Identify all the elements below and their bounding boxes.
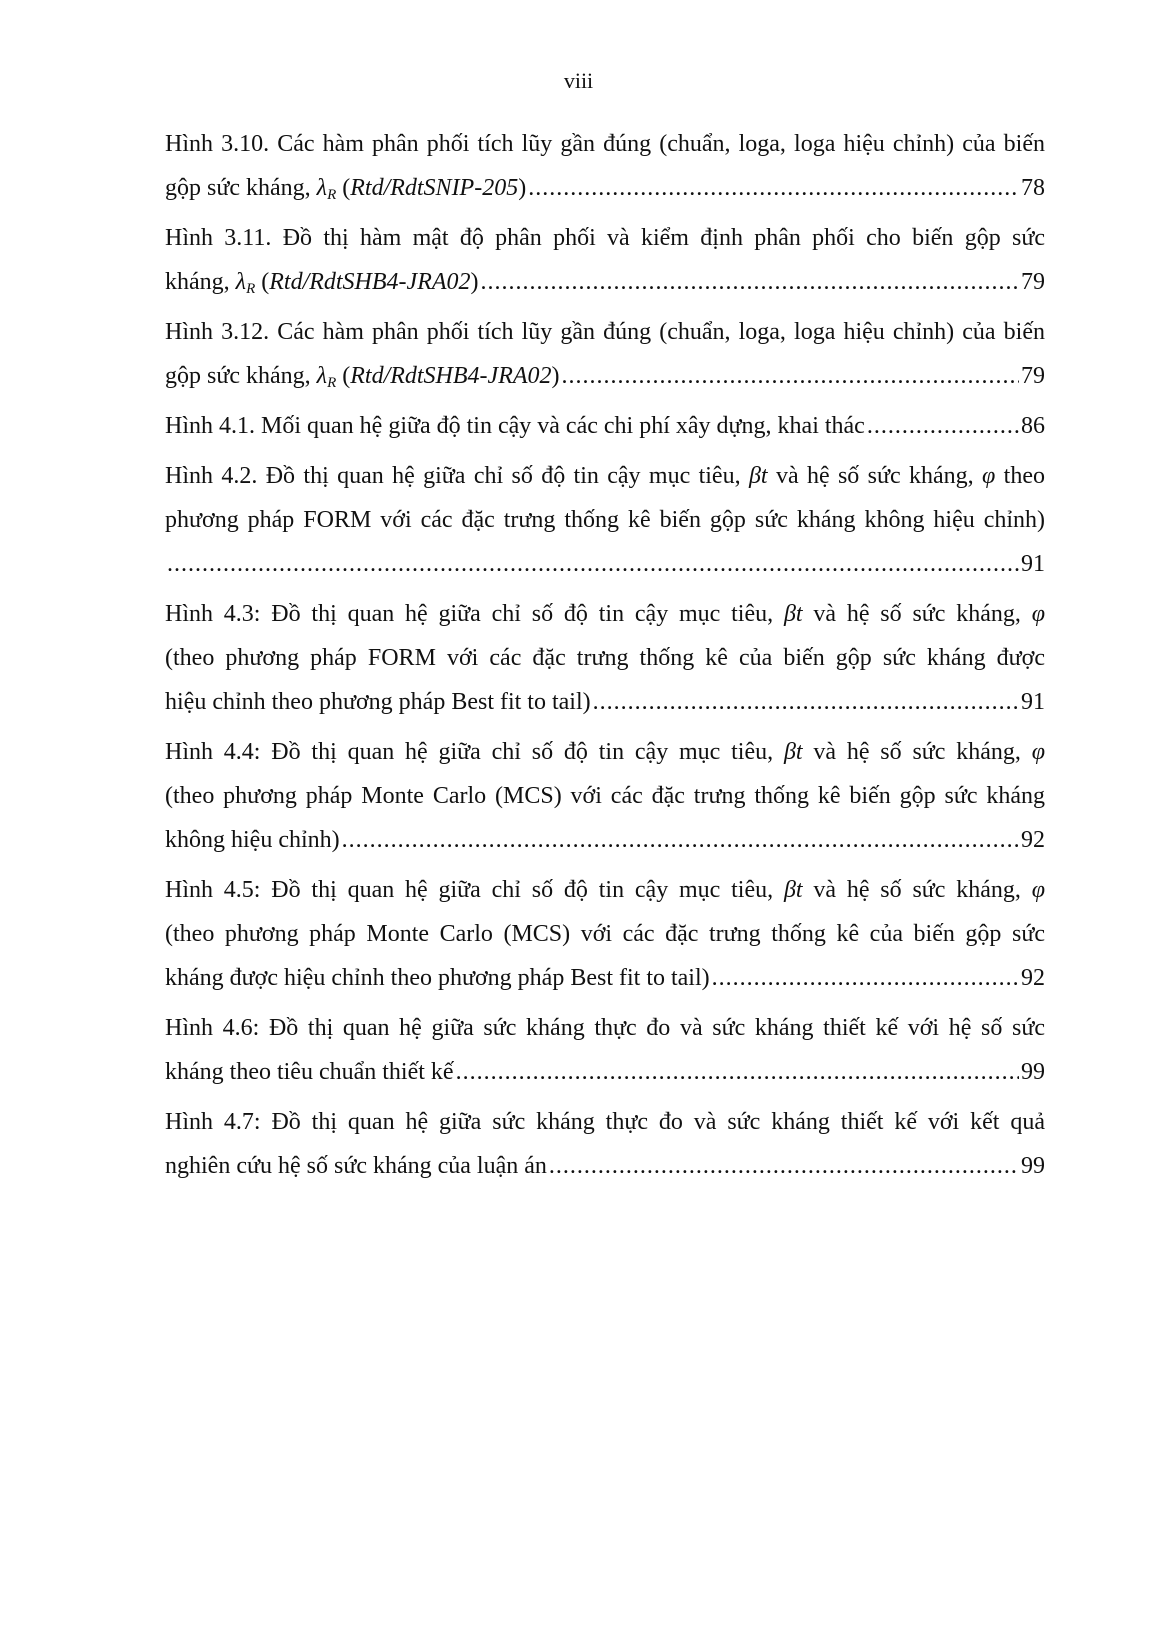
symbol-subscript: R	[327, 375, 337, 391]
page-ref: 92	[1021, 965, 1045, 991]
entry-text: (theo phương pháp Monte Carlo (MCS) với các đặc trưng thống kê biến gộp sức kháng	[165, 783, 1045, 809]
entry-text-part: gộp sức kháng,	[165, 363, 317, 389]
lambda-symbol	[317, 175, 337, 201]
page-ref: 99	[1021, 1059, 1045, 1085]
symbol-subscript: R	[327, 187, 337, 203]
entry-last-line	[165, 354, 1045, 398]
list-item	[165, 592, 1045, 724]
entry-text: Hình 3.11. Đồ thị hàm mật độ phân phối và kiểm định phân phối cho biến gộp sức	[165, 225, 1045, 251]
entry-text-part: Hình 4.5: Đồ thị quan hệ giữa chỉ số độ tin cậy mục tiêu,	[165, 877, 784, 903]
entry-text	[165, 166, 526, 210]
page-ref: 86	[1021, 413, 1045, 439]
entry-text	[165, 354, 560, 398]
entry-text-part: )	[470, 269, 479, 295]
entry-text: hiệu chỉnh theo phương pháp Best fit to tail)	[165, 689, 591, 715]
entry-text: Hình 4.1. Mối quan hệ giữa độ tin cậy và các chi phí xây dựng, khai thác	[165, 413, 865, 439]
phi-symbol: φ	[1031, 601, 1045, 627]
page-ref: 91	[1021, 689, 1045, 715]
entry-last-line	[165, 680, 1045, 724]
entry-last-line	[165, 818, 1045, 862]
beta-symbol: βt	[783, 601, 803, 627]
dot-leader	[481, 260, 1019, 304]
beta-symbol: βt	[748, 463, 768, 489]
beta-symbol: βt	[783, 877, 803, 903]
list-item	[165, 310, 1045, 398]
entry-last-line	[165, 542, 1045, 586]
entry-text: kháng được hiệu chỉnh theo phương pháp Best fit to tail)	[165, 965, 710, 991]
symbol-char: λ	[316, 175, 328, 201]
page-number: viii	[563, 68, 594, 93]
symbol-subscript: R	[246, 281, 256, 297]
entry-text-part: gộp sức kháng,	[165, 175, 317, 201]
list-item	[165, 404, 1045, 448]
dot-leader	[528, 166, 1019, 210]
beta-symbol: βt	[783, 739, 803, 765]
list-item	[165, 868, 1045, 1000]
entry-text: không hiệu chỉnh)	[165, 827, 340, 853]
page-ref: 92	[1021, 827, 1045, 853]
dot-leader	[456, 1050, 1019, 1094]
symbol-char: λ	[235, 269, 247, 295]
entry-text-part: và hệ số sức kháng,	[802, 601, 1032, 627]
entry-text	[165, 592, 1045, 636]
entry-last-line	[165, 1144, 1045, 1188]
phi-symbol: φ	[1031, 739, 1045, 765]
dot-leader	[167, 542, 1019, 586]
list-item	[165, 216, 1045, 304]
entry-text: Hình 3.12. Các hàm phân phối tích lũy gần đúng (chuẩn, loga, loga hiệu chỉnh) của biến	[165, 319, 1045, 345]
list-item	[165, 730, 1045, 862]
entry-text: nghiên cứu hệ số sức kháng của luận án	[165, 1153, 547, 1179]
dot-leader	[342, 818, 1019, 862]
entry-text-part: kháng,	[165, 269, 236, 295]
entry-text-part: và hệ số sức kháng,	[802, 739, 1032, 765]
entry-text-part: và hệ số sức kháng,	[802, 877, 1032, 903]
entry-text	[165, 868, 1045, 912]
lambda-symbol	[317, 363, 337, 389]
entry-text-part: (	[336, 175, 351, 201]
dot-leader	[549, 1144, 1019, 1188]
entry-text-part: Hình 4.2. Đồ thị quan hệ giữa chỉ số độ tin cậy mục tiêu,	[165, 463, 749, 489]
page-ref: 79	[1021, 363, 1045, 389]
entry-text	[165, 454, 1045, 498]
phi-symbol: φ	[1031, 877, 1045, 903]
entry-text-part: và hệ số sức kháng,	[767, 463, 983, 489]
figure-list	[165, 122, 1045, 1194]
entry-italic-code: Rtd/RdtSHB4-JRA02	[350, 363, 552, 389]
entry-text-part: )	[551, 363, 560, 389]
symbol-char: λ	[316, 363, 328, 389]
entry-text	[165, 730, 1045, 774]
entry-last-line	[165, 404, 1045, 448]
entry-text-part: (	[336, 363, 351, 389]
dot-leader	[593, 680, 1019, 724]
entry-text-part: theo	[995, 463, 1045, 489]
entry-last-line	[165, 260, 1045, 304]
entry-text: (theo phương pháp Monte Carlo (MCS) với các đặc trưng thống kê của biến gộp sức	[165, 921, 1045, 947]
entry-text: kháng theo tiêu chuẩn thiết kế	[165, 1059, 454, 1085]
phi-symbol: φ	[982, 463, 996, 489]
dot-leader	[712, 956, 1019, 1000]
list-item	[165, 1100, 1045, 1188]
entry-text-part: Hình 4.4: Đồ thị quan hệ giữa chỉ số độ tin cậy mục tiêu,	[165, 739, 784, 765]
entry-text-part: )	[518, 175, 527, 201]
list-item	[165, 1006, 1045, 1094]
entry-last-line	[165, 166, 1045, 210]
entry-last-line	[165, 1050, 1045, 1094]
lambda-symbol	[236, 269, 256, 295]
entry-text: Hình 3.10. Các hàm phân phối tích lũy gần đúng (chuẩn, loga, loga hiệu chỉnh) của biến	[165, 131, 1045, 157]
entry-text-part: Hình 4.3: Đồ thị quan hệ giữa chỉ số độ tin cậy mục tiêu,	[165, 601, 784, 627]
dot-leader	[867, 404, 1019, 448]
entry-italic-code: Rtd/RdtSNIP-205	[350, 175, 519, 201]
list-item	[165, 122, 1045, 210]
page-ref: 91	[1021, 551, 1045, 577]
dot-leader	[562, 354, 1019, 398]
page-ref: 79	[1021, 269, 1045, 295]
list-item	[165, 454, 1045, 586]
entry-text: Hình 4.6: Đồ thị quan hệ giữa sức kháng thực đo và sức kháng thiết kế với hệ số sức	[165, 1015, 1045, 1041]
entry-last-line	[165, 956, 1045, 1000]
entry-text-part: (	[255, 269, 270, 295]
entry-text	[165, 260, 479, 304]
entry-text: (theo phương pháp FORM với các đặc trưng thống kê của biến gộp sức kháng được	[165, 645, 1045, 671]
entry-text: phương pháp FORM với các đặc trưng thống kê biến gộp sức kháng không hiệu chỉnh)	[165, 507, 1045, 533]
entry-italic-code: Rtd/RdtSHB4-JRA02	[269, 269, 471, 295]
page-ref: 99	[1021, 1153, 1045, 1179]
page-ref: 78	[1021, 175, 1045, 201]
entry-text: Hình 4.7: Đồ thị quan hệ giữa sức kháng thực đo và sức kháng thiết kế với kết quả	[165, 1109, 1045, 1135]
